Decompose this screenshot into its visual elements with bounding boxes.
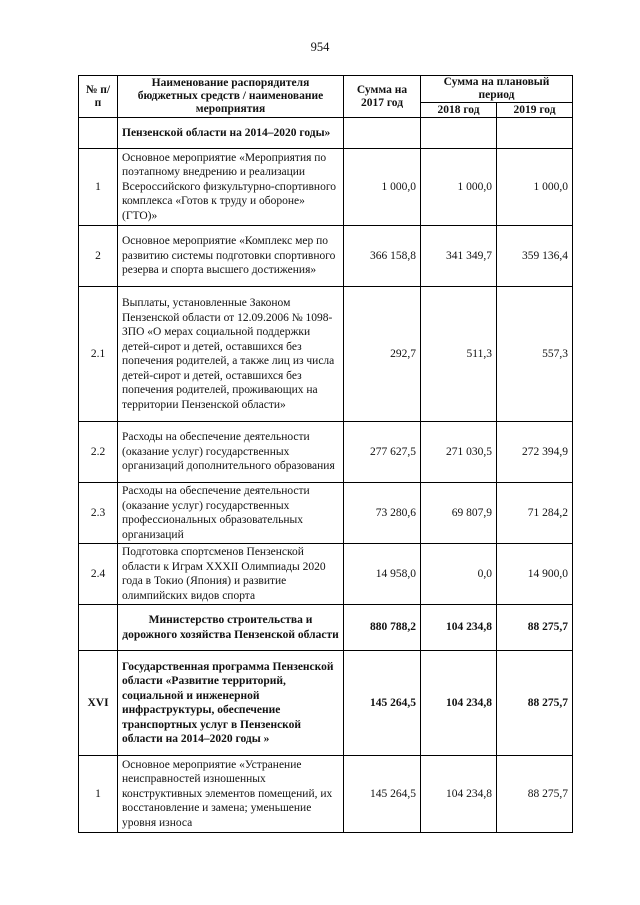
row-name: Государственная программа Пензенской области «Развитие территорий, социальной и инженерной инфраструктуры, обеспечение транспортных услуг в Пензенской области на 2014–2020 годы »	[118, 651, 344, 756]
budget-table	[78, 75, 573, 833]
row-name: Подготовка спортсменов Пензенской области к Играм XXXII Олимпиады 2020 года в Токио (Япония) и развитие олимпийских видов спорта	[118, 544, 344, 605]
table-row	[79, 483, 573, 544]
row-2017: 145 264,5	[344, 651, 421, 756]
row-2017: 880 788,2	[344, 605, 421, 651]
row-2017: 292,7	[344, 287, 421, 422]
row-2018: 1 000,0	[421, 149, 497, 226]
table-row	[79, 287, 573, 422]
table-row	[79, 149, 573, 226]
table-row-ministry	[79, 605, 573, 651]
row-name: Основное мероприятие «Мероприятия по поэтапному внедрению и реализации Всероссийского физкультурно-спортивного комплекса «Готов к труду и обороне» (ГТО)»	[118, 149, 344, 226]
row-2019: 272 394,9	[497, 422, 573, 483]
header-name: Наименование распорядителя бюджетных средств / наименование мероприятия	[118, 76, 344, 118]
row-2018: 271 030,5	[421, 422, 497, 483]
row-num: 1	[79, 756, 118, 833]
row-num: XVI	[79, 651, 118, 756]
row-name: Министерство строительства и дорожного хозяйства Пензенской области	[118, 605, 344, 651]
row-2019: 14 900,0	[497, 544, 573, 605]
row-2018: 104 234,8	[421, 756, 497, 833]
row-2017: 14 958,0	[344, 544, 421, 605]
row-name: Расходы на обеспечение деятельности (оказание услуг) государственных организаций дополнительного образования	[118, 422, 344, 483]
row-2018	[421, 118, 497, 149]
row-num: 2	[79, 226, 118, 287]
row-2018: 104 234,8	[421, 651, 497, 756]
row-num: 1	[79, 149, 118, 226]
row-2018: 341 349,7	[421, 226, 497, 287]
header-planned-period: Сумма на плановый период	[421, 76, 573, 103]
row-num: 2.4	[79, 544, 118, 605]
table-row	[79, 226, 573, 287]
row-num	[79, 605, 118, 651]
row-2019: 88 275,7	[497, 756, 573, 833]
row-2018: 104 234,8	[421, 605, 497, 651]
row-2017: 366 158,8	[344, 226, 421, 287]
row-2019: 359 136,4	[497, 226, 573, 287]
row-2019: 88 275,7	[497, 651, 573, 756]
header-row	[79, 76, 573, 103]
row-2017	[344, 118, 421, 149]
row-2019: 88 275,7	[497, 605, 573, 651]
row-2017: 1 000,0	[344, 149, 421, 226]
row-name: Основное мероприятие «Комплекс мер по развитию системы подготовки спортивного резерва и спорта высшего достижения»	[118, 226, 344, 287]
row-name: Расходы на обеспечение деятельности (оказание услуг) государственных профессиональных образовательных организаций	[118, 483, 344, 544]
row-num: 2.2	[79, 422, 118, 483]
row-2017: 145 264,5	[344, 756, 421, 833]
row-2019: 1 000,0	[497, 149, 573, 226]
row-2017: 277 627,5	[344, 422, 421, 483]
row-2018: 69 807,9	[421, 483, 497, 544]
table-row	[79, 118, 573, 149]
table-row	[79, 422, 573, 483]
row-num: 2.3	[79, 483, 118, 544]
row-2019: 557,3	[497, 287, 573, 422]
row-2017: 73 280,6	[344, 483, 421, 544]
header-num: № п/п	[79, 76, 118, 118]
row-name: Пензенской области на 2014–2020 годы»	[118, 118, 344, 149]
row-name: Основное мероприятие «Устранение неисправностей изношенных конструктивных элементов помещений, их восстановление и замена; уменьшение уровня износа	[118, 756, 344, 833]
row-num: 2.1	[79, 287, 118, 422]
row-num	[79, 118, 118, 149]
header-2019: 2019 год	[497, 103, 573, 118]
header-sum-2017: Сумма на 2017 год	[344, 76, 421, 118]
table-row	[79, 756, 573, 833]
page-number: 954	[310, 40, 330, 54]
row-2018: 511,3	[421, 287, 497, 422]
header-2018: 2018 год	[421, 103, 497, 118]
row-2019	[497, 118, 573, 149]
table-row-program	[79, 651, 573, 756]
row-2019: 71 284,2	[497, 483, 573, 544]
table-row	[79, 544, 573, 605]
row-2018: 0,0	[421, 544, 497, 605]
row-name: Выплаты, установленные Законом Пензенской области от 12.09.2006 № 1098-ЗПО «О мерах социальной поддержки детей-сирот и детей, оставшихся без попечения родителей, а также лиц из числа детей-сирот и детей, оставшихся без попечения родителей, проживающих на территории Пензенской области»	[118, 287, 344, 422]
